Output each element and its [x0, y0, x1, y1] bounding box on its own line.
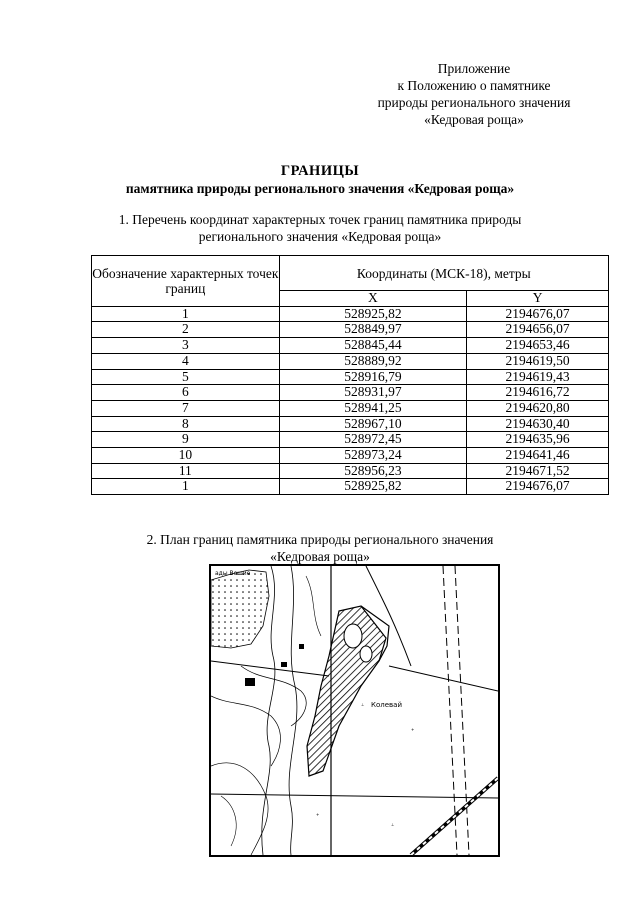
- table-row: [92, 385, 609, 401]
- y-coordinate-cell: 2194676,07: [467, 479, 609, 495]
- y-coordinate-cell: 2194635,96: [467, 432, 609, 448]
- table-row: [92, 322, 609, 338]
- x-coordinate-cell: 528931,97: [279, 385, 467, 401]
- section-1-line-1: 1. Перечень координат характерных точек границ памятника природы: [118, 212, 522, 227]
- point-cell: 2: [92, 322, 280, 338]
- x-coordinate-cell: 528967,10: [279, 416, 467, 432]
- section-1-heading: [0, 211, 640, 245]
- table-row: [92, 400, 609, 416]
- y-coordinate-cell: 2194653,46: [467, 338, 609, 354]
- map-corner-label: ады Вешие: [215, 570, 251, 577]
- point-cell: 1: [92, 479, 280, 495]
- svg-text:+: +: [411, 727, 415, 732]
- y-coordinate-cell: 2194616,72: [467, 385, 609, 401]
- point-cell: 10: [92, 448, 280, 464]
- table-row: [92, 338, 609, 354]
- y-coordinate-cell: 2194656,07: [467, 322, 609, 338]
- y-coordinate-cell: 2194619,43: [467, 369, 609, 385]
- x-coordinate-cell: 528916,79: [279, 369, 467, 385]
- point-cell: 7: [92, 400, 280, 416]
- y-coordinate-cell: 2194671,52: [467, 463, 609, 479]
- y-coordinate-cell: 2194619,50: [467, 353, 609, 369]
- table-row: [92, 448, 609, 464]
- point-cell: 4: [92, 353, 280, 369]
- table-row: [92, 479, 609, 495]
- appendix-header: [344, 60, 604, 128]
- point-cell: 5: [92, 369, 280, 385]
- document-title: ГРАНИЦЫ: [280, 163, 360, 179]
- x-coordinate-cell: 528941,25: [279, 400, 467, 416]
- document-subtitle: памятника природы регионального значения «Кедровая роща»: [125, 181, 515, 196]
- x-coordinate-cell: 528889,92: [279, 353, 467, 369]
- coordinates-table-body: [92, 306, 609, 494]
- point-cell: 6: [92, 385, 280, 401]
- boundary-plan-map: [209, 564, 500, 857]
- dotted-area: [211, 570, 269, 648]
- y-column-header: Y: [467, 291, 609, 307]
- point-cell: 1: [92, 306, 280, 322]
- point-cell: 8: [92, 416, 280, 432]
- section-2-heading: [0, 531, 640, 565]
- coordinates-header: Координаты (МСК-18), метры: [279, 256, 608, 291]
- svg-text:⊥: ⊥: [361, 702, 365, 707]
- y-coordinate-cell: 2194676,07: [467, 306, 609, 322]
- appendix-line-3: природы регионального значения: [377, 95, 571, 110]
- point-cell: 9: [92, 432, 280, 448]
- table-row: [92, 353, 609, 369]
- point-cell: 3: [92, 338, 280, 354]
- coordinates-table: [91, 255, 609, 495]
- y-coordinate-cell: 2194620,80: [467, 400, 609, 416]
- appendix-line-1: Приложение: [437, 61, 511, 76]
- x-coordinate-cell: 528849,97: [279, 322, 467, 338]
- x-coordinate-cell: 528925,82: [279, 479, 467, 495]
- x-coordinate-cell: 528972,45: [279, 432, 467, 448]
- table-row: [92, 432, 609, 448]
- x-coordinate-cell: 528956,23: [279, 463, 467, 479]
- section-1-line-2: регионального значения «Кедровая роща»: [198, 229, 442, 244]
- x-coordinate-cell: 528973,24: [279, 448, 467, 464]
- table-row: [92, 416, 609, 432]
- section-2-line-2: «Кедровая роща»: [270, 549, 370, 564]
- table-row: [92, 369, 609, 385]
- section-2-line-1: 2. План границ памятника природы регионального значения: [146, 532, 494, 547]
- table-row: [92, 306, 609, 322]
- map-place-label: Колевай: [371, 701, 402, 709]
- y-coordinate-cell: 2194641,46: [467, 448, 609, 464]
- x-column-header: X: [279, 291, 467, 307]
- appendix-line-4: «Кедровая роща»: [424, 112, 524, 127]
- x-coordinate-cell: 528925,82: [279, 306, 467, 322]
- x-coordinate-cell: 528845,44: [279, 338, 467, 354]
- map-drawing: [211, 566, 498, 855]
- y-coordinate-cell: 2194630,40: [467, 416, 609, 432]
- table-row: [92, 463, 609, 479]
- appendix-line-2: к Положению о памятнике: [397, 78, 551, 93]
- svg-text:⊥: ⊥: [391, 822, 395, 827]
- point-cell: 11: [92, 463, 280, 479]
- svg-text:+: +: [316, 812, 320, 817]
- point-column-header: Обозначение характерных точек границ: [92, 256, 280, 307]
